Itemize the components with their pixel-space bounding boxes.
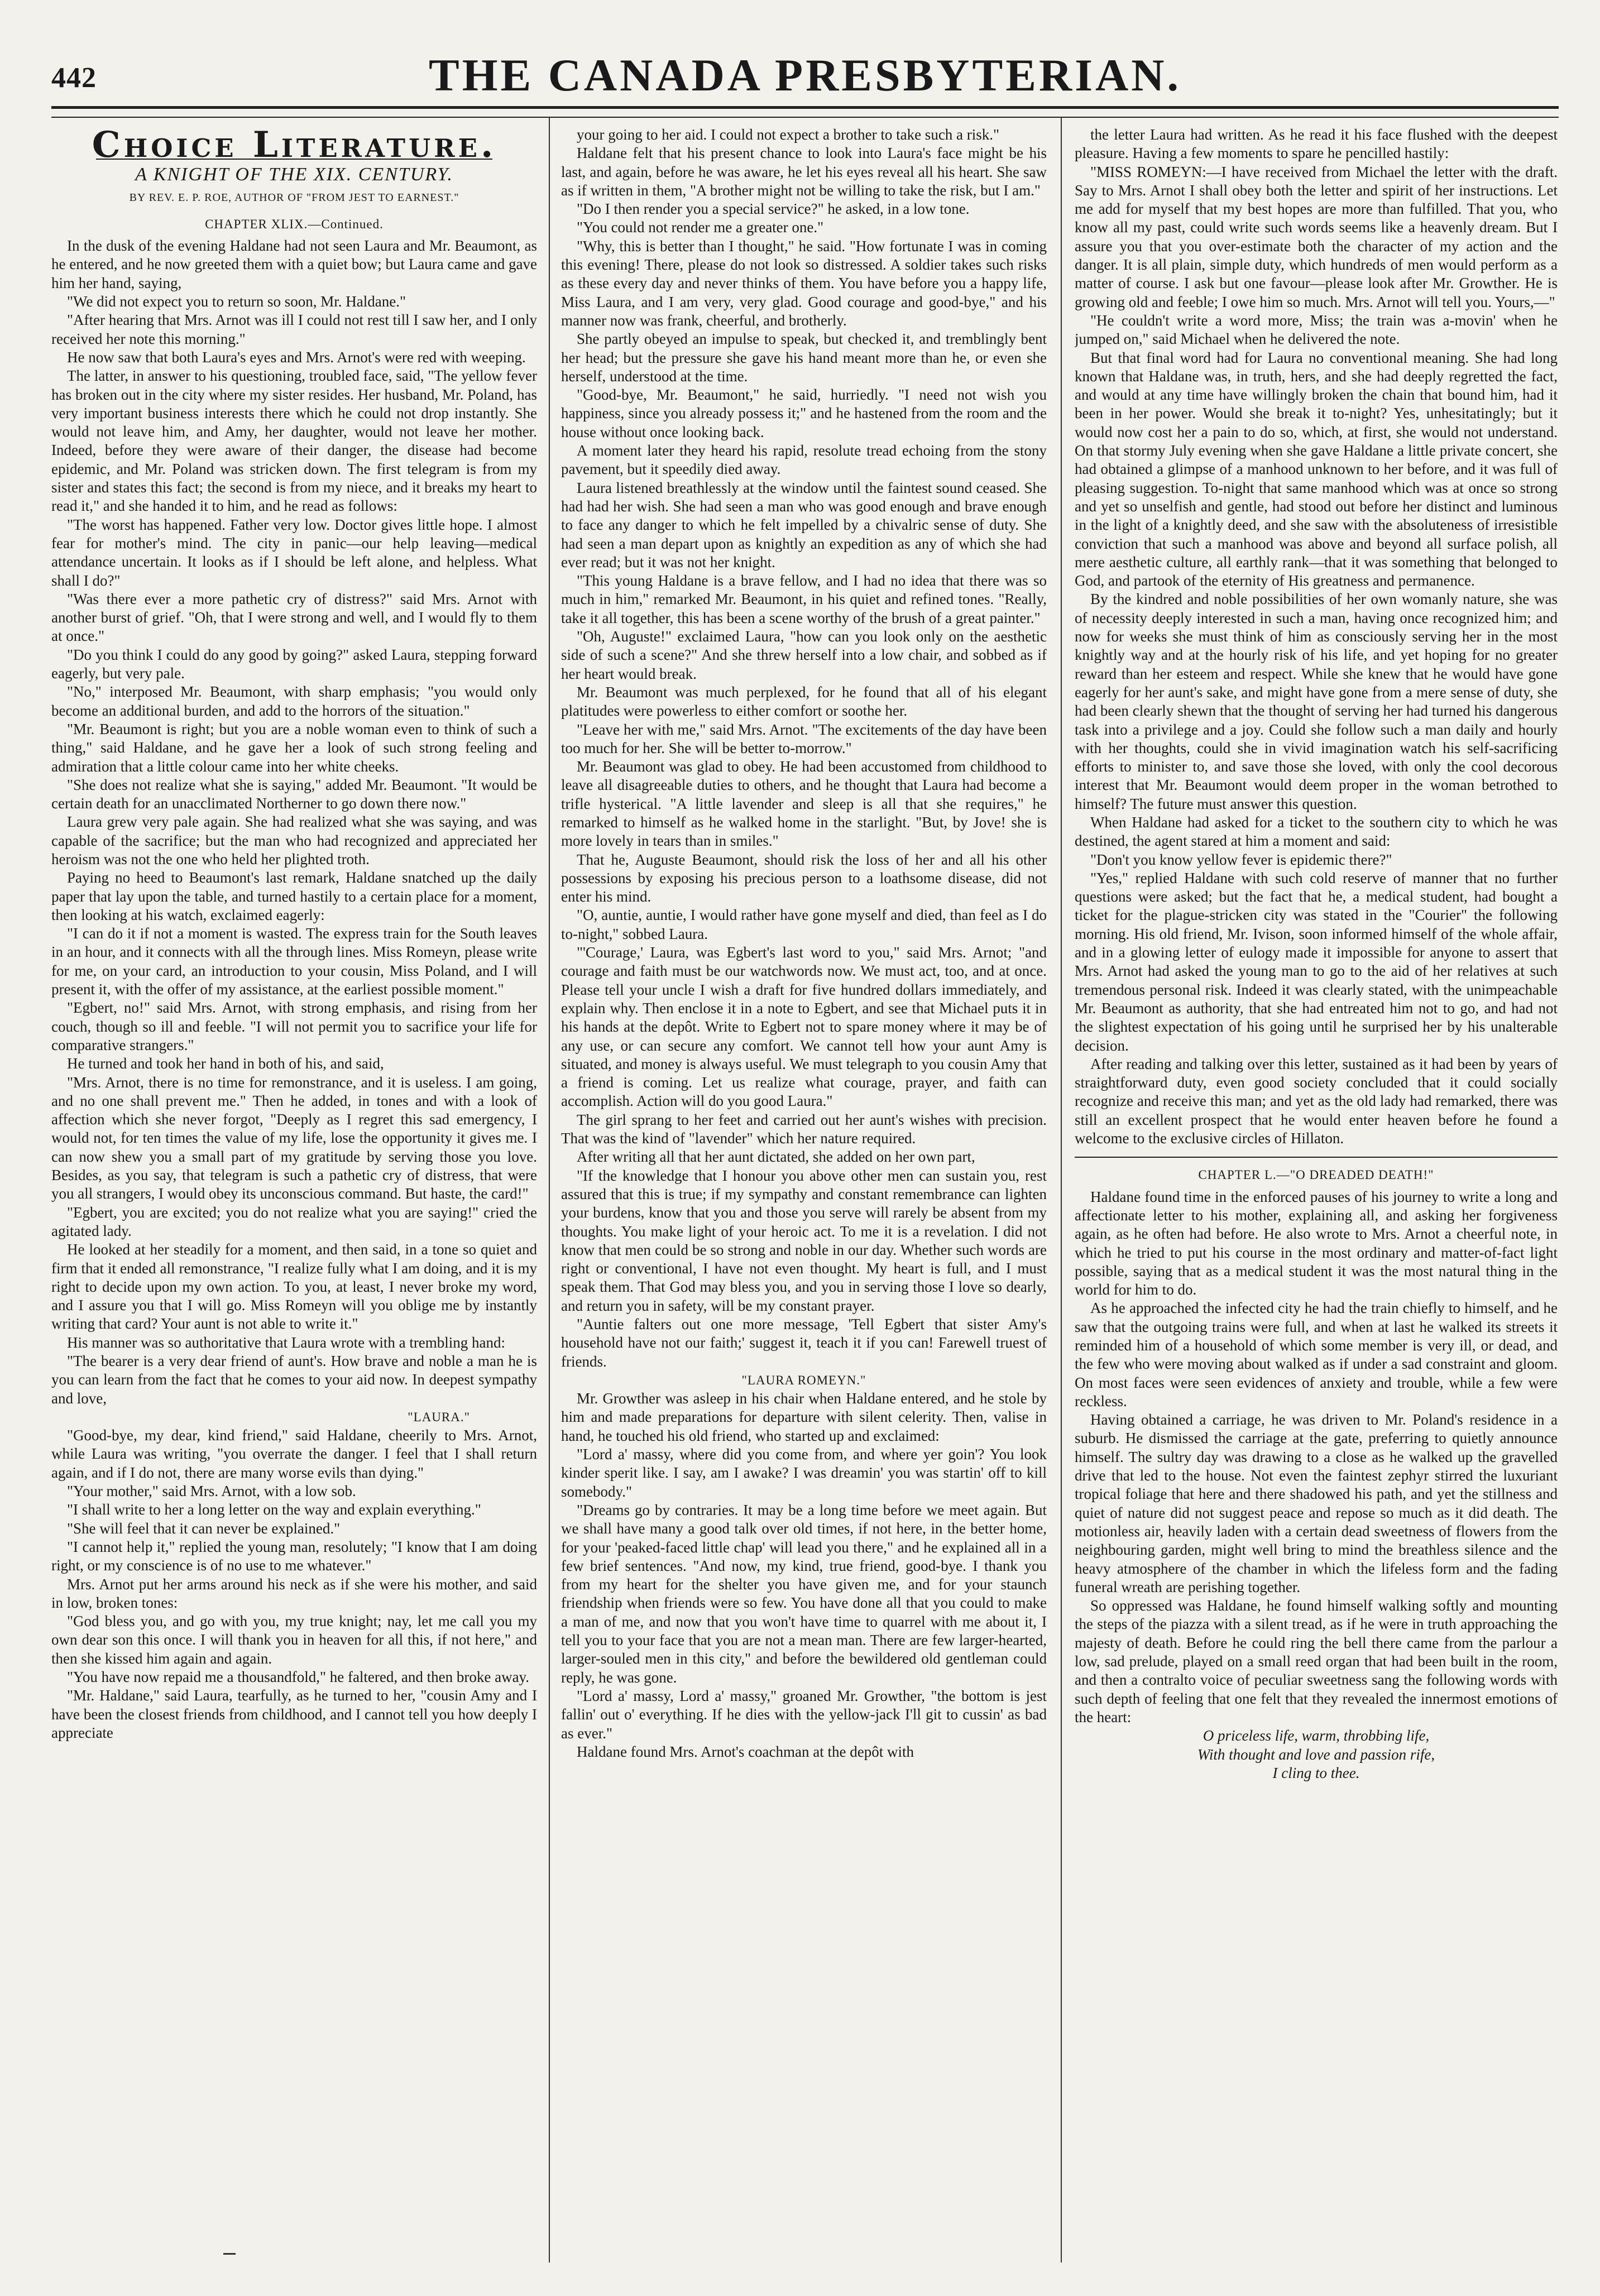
- paragraph: "This young Haldane is a brave fellow, and I had no idea that there was so much in him," remarked Mr. Beaumont, in his quiet and refined tones. "Really, take it all together, this has been a scene worthy of the brush of a great painter.": [561, 572, 1047, 626]
- running-title: THE CANADA PRESBYTERIAN.: [429, 50, 1181, 100]
- paragraph: "Was there ever a more pathetic cry of distress?" said Mrs. Arnot with another burst of grief. "Oh, that I were strong and well, and I would fly to them at once.": [51, 590, 537, 645]
- paragraph: A moment later they heard his rapid, resolute tread echoing from the stony pavement, but it speedily died away.: [561, 442, 1047, 478]
- paragraph: "Good-bye, Mr. Beaumont," he said, hurriedly. "I need not wish you happiness, since you already possess it;" and he hastened from the room and the house without once looking back.: [561, 386, 1047, 440]
- chapter-heading: CHAPTER L.—"O DREADED DEATH!": [1198, 1168, 1434, 1182]
- paragraph: "I cannot help it," replied the young man, resolutely; "I know that I am doing right, or my conscience is of no use to me whatever.": [51, 1538, 537, 1574]
- column-2-text-b: [561, 1389, 1047, 1761]
- paragraph: "You have now repaid me a thousandfold," he faltered, and then broke away.: [67, 1669, 530, 1686]
- column-3-text-b: [1075, 1188, 1558, 1727]
- paragraph: "LAURA.": [408, 1410, 470, 1424]
- paragraph: "Yes," replied Haldane with such cold reserve of manner that no further questions were asked; but the fact that he, a medical student, had bought a ticket for the plague-stricken city was stated in the "Courier" the following morning. His old friend, Mr. Ivison, soon informed himself of the whole affair, and in a glowing letter of eulogy made it impossible for anyone to assert that Mrs. Arnot had asked the young man to go to the aid of her relatives at such tremendous personal risk. Indeed it was clearly stated, with the unimpeachable Mr. Beaumont as authority, that she had entreated him not to go, and had not the slightest expectation of his going until he surprised her by his unalterable decision.: [1075, 869, 1558, 1054]
- column-2: [561, 126, 1047, 2263]
- column-separator: [549, 117, 550, 2263]
- header-rule: [51, 106, 1559, 118]
- paragraph: He looked at her steadily for a moment, and then said, in a tone so quiet and firm that it ended all remonstrance, "I realize fully what I am doing, and it is my right to decide upon my own action. To you, at least, I never broke my word, and I assure you that I will go. Miss Romeyn will you oblige me by instantly writing that card? Your aunt is not able to write it.": [51, 1241, 537, 1332]
- chapter-heading: CHAPTER XLIX.—Continued.: [205, 217, 384, 231]
- paragraph: But that final word had for Laura no conventional meaning. She had long known that Haldane was, in truth, hers, and she had deeply regretted the fact, and would at any time have willingly broken the chain that bound him, had it been in her power. Would she break it to-night? Yes, unhesitatingly; but it would now cost her a pain to do so, which, at first, she would not understand. On that stormy July evening when she gave Haldane a little private concert, she had obtained a glimpse of a manhood unknown to her before, and it was full of pleasing suggestion. To-night that same manhood which was at once so strong and yet so unselfish and gentle, had stood out before her distinct and luminous in the light of a knightly deed, and she saw with the absoluteness of irresistible conviction that such a manhood was above and beyond all surface polish, all mere aesthetic culture, all earthly rank—that it was something that belonged to God, and partook of the eternity of His greatness and permanence.: [1075, 349, 1558, 589]
- paragraph: "Do I then render you a special service?" he asked, in a low tone.: [577, 200, 970, 218]
- paragraph: Having obtained a carriage, he was driven to Mr. Poland's residence in a suburb. He dismissed the carriage at the gate, preferring to quietly announce himself. The sultry day was drawing to a close as he walked up the gravelled drive that led to the house. Not even the faintest zephyr stirred the luxuriant tropical foliage that here and there shadowed his path, and yet the stillness and quiet of nature did not suggest peace and repose so much as it did death. The motionless air, heavily laden with a certain dead sweetness of flowers from the neighbouring garden, might well bring to mind the breathless silence and the heavy atmosphere of the chamber in which the lifeless form and the fading funeral wreath are perishing together.: [1075, 1411, 1558, 1595]
- paragraph: After writing all that her aunt dictated, she added on her own part,: [577, 1148, 975, 1166]
- paragraph: In the dusk of the evening Haldane had not seen Laura and Mr. Beaumont, as he entered, and he now greeted them with a quiet bow; but Laura came and gave him her hand, saying,: [51, 237, 537, 291]
- paragraph: "If the knowledge that I honour you above other men can sustain you, rest assured that this is true; if my sympathy and constant remembrance can lighten your burdens, know that you and those you serve will rarely be absent from my thoughts. You make light of your heroic act. To me it is a revelation. I did not know that men could be so strong and noble in our day. Whether such words are right or conventional, I have not even thought. My heart is full, and I must speak them. That God may bless you, and you in serving those I love so dearly, and return you in safety, will be my constant prayer.: [561, 1167, 1047, 1314]
- column-3: [1075, 126, 1558, 2263]
- paragraph: "The bearer is a very dear friend of aunt's. How brave and noble a man he is you can learn from the fact that he comes to your aid now. In deepest sympathy and love,: [51, 1353, 537, 1407]
- paragraph: "She will feel that it can never be explained.": [67, 1520, 341, 1537]
- paragraph: "No," interposed Mr. Beaumont, with sharp emphasis; "you would only become an additional burden, and add to the horrors of the situation.": [51, 683, 537, 719]
- paragraph: As he approached the infected city he had the train chiefly to himself, and he saw that the outgoing trains were full, and when at last he walked its streets it reminded him of a household of which some member is very ill, or dead, and the few who were moving about walked as if under a sad constraint and gloom. On most faces were seen evidences of anxiety and trouble, while a few were reckless.: [1075, 1300, 1558, 1410]
- paragraph: The latter, in answer to his questioning, troubled face, said, "The yellow fever has broken out in the city where my sister resides. Her husband, Mr. Poland, has very important business interests there which he could not drop instantly. She would not leave him, and Amy, her daughter, would not leave her mother. Indeed, before they were aware of their danger, the disease had become epidemic, and Mr. Poland was stricken down. The first telegram is from my sister and states this fact; the second is from my niece, and it breaks my heart to read it," and she handed it to him, and he read as follows:: [51, 367, 537, 515]
- paragraph: "Do you think I could do any good by going?" asked Laura, stepping forward eagerly, but very pale.: [51, 646, 537, 682]
- paragraph: "O, auntie, auntie, I would rather have gone myself and died, than feel as I do to-night," sobbed Laura.: [561, 907, 1047, 942]
- verse: [1075, 1727, 1558, 1782]
- paragraph: "After hearing that Mrs. Arnot was ill I could not rest till I saw her, and I only received her note this morning.": [51, 311, 537, 347]
- page-header: [51, 27, 1559, 99]
- paragraph: "Leave her with me," said Mrs. Arnot. "The excitements of the day have been too much for her. She will be better to-morrow.": [561, 721, 1047, 756]
- paragraph: "Mr. Beaumont is right; but you are a noble woman even to think of such a thing," said Haldane, and he gave her a look of such strong feeling and admiration that a little colour came into her white cheeks.: [51, 720, 537, 775]
- paragraph: Mr. Beaumont was glad to obey. He had been accustomed from childhood to leave all disagreeable duties to others, and he thought that Laura had become a trifle hysterical. "A little lavender and sleep is all that she requires," he remarked to himself as he walked home in the starlight. "But, by Jove! she is more lovely in tears than in smiles.": [561, 758, 1047, 850]
- paragraph: the letter Laura had written. As he read it his face flushed with the deepest pleasure. Having a few moments to spare he pencilled hastily:: [1075, 126, 1558, 162]
- paragraph: Haldane found time in the enforced pauses of his journey to write a long and affectionate letter to his mother, explaining all, and asking her forgiveness again, as he often had before. He also wrote to Mrs. Arnot a cheerful note, in which he tried to put his course in the most ordinary and matter-of-fact light possible, saying that as a medical student it was the most natural thing in the world for him to do.: [1075, 1188, 1558, 1298]
- paragraph: Haldane felt that his present chance to look into Laura's face might be his last, and again, before he was aware, he let his eyes reveal all his heart. She saw as if written in them, "A brother might not be willing to take the risk, but I am.": [561, 145, 1047, 199]
- page-number: 442: [51, 62, 97, 94]
- paragraph: "We did not expect you to return so soon, Mr. Haldane.": [67, 293, 406, 310]
- bottom-mark: [223, 2253, 236, 2255]
- section-heading: Choice Literature.: [92, 126, 497, 166]
- paragraph: His manner was so authoritative that Laura wrote with a trembling hand:: [67, 1334, 506, 1351]
- chapter-divider: [1075, 1157, 1558, 1158]
- letter-signature: "LAURA ROMEYN.": [741, 1373, 866, 1387]
- paragraph: She partly obeyed an impulse to speak, but checked it, and tremblingly bent her head; but the pressure she gave his hand meant more than he, or even she herself, understood at the time.: [561, 330, 1047, 385]
- paragraph: "Dreams go by contraries. It may be a long time before we meet again. But we shall have many a good talk over old times, if not here, in the better home, for your 'peaked-faced little chap' will lead you there," and he explained all in a few brief sentences. "And now, my kind, true friend, good-bye. I thank you from my heart for the shelter you have given me, and for your staunch friendship when friends were so few. You have done all that you could to make a man of me, and now that you won't have time to quarrel with me about it, I tell you to your face that you are not a mean man. There are few larger-hearted, larger-souled men in this city," and before the bewildered old gentleman could reply, he was gone.: [561, 1501, 1047, 1686]
- paragraph: "Your mother," said Mrs. Arnot, with a low sob.: [67, 1483, 356, 1500]
- verse-line: With thought and love and passion rife,: [1197, 1746, 1435, 1763]
- verse-line: I cling to thee.: [1272, 1764, 1360, 1781]
- paragraph: Laura grew very pale again. She had realized what she was saying, and was capable of the sacrifice; but the man who had recognized and appreciated her heroism was not the one who held her plighted troth.: [51, 813, 537, 867]
- paragraph: By the kindred and noble possibilities of her own womanly nature, she was of necessity deeply interested in such a man, having once recognized him; and now for weeks she must think of him as consciously serving her in the most knightly way and at the hourly risk of his life, and yet hoping for no greater reward than her esteem and respect. While she knew that he would have gone eagerly for her aunt's sake, and might have gone from a mere sense of duty, she had been clearly shewn that the thought of serving her had turned his dangerous task into a privilege and a joy. Could she follow such a man daily and hourly with her thoughts, could she in vivid imagination watch his self-sacrificing efforts to minister to, and save those she loved, with only the cool decorous interest that Mr. Beaumont would deem proper in the woman betrothed to himself? The future must answer this question.: [1075, 591, 1558, 812]
- column-3-text-a: [1075, 126, 1558, 1148]
- paragraph: "The worst has happened. Father very low. Doctor gives little hope. I almost fear for mother's mind. The city in panic—our help leaving—medical attendance uncertain. It looks as if I should be left alone, and helpless. What shall I do?": [51, 516, 537, 589]
- paragraph: Mrs. Arnot put her arms around his neck as if she were his mother, and said in low, broken tones:: [51, 1575, 537, 1611]
- paragraph: "Egbert, no!" said Mrs. Arnot, with strong emphasis, and rising from her couch, though so ill and feeble. "I will not permit you to sacrifice your life for comparative strangers.": [51, 999, 537, 1053]
- paragraph: "Mr. Haldane," said Laura, tearfully, as he turned to her, "cousin Amy and I have been the closest friends from childhood, and I cannot tell you how deeply I appreciate: [51, 1687, 537, 1741]
- paragraph: "She does not realize what she is saying," added Mr. Beaumont. "It would be certain death for an unacclimated Northerner to go down there now.": [51, 776, 537, 812]
- paragraph: your going to her aid. I could not expect a brother to take such a risk.": [577, 126, 1000, 143]
- paragraph: The girl sprang to her feet and carried out her aunt's wishes with precision. That was the kind of "lavender" which her nature required.: [561, 1111, 1047, 1147]
- paragraph: "Good-bye, my dear, kind friend," said Haldane, cheerily to Mrs. Arnot, while Laura was writing, "you overrate the danger. I feel that I shall return again, and if I do not, there are many worse evils than dying.": [51, 1427, 537, 1481]
- paragraph: After reading and talking over this letter, sustained as it had been by years of straightforward duty, even good society concluded that it could socially recognize and receive this man; and yet as the old lady had remarked, there was still an excellent prospect that he would enter heaven before he found a welcome to the exclusive circles of Hillaton.: [1075, 1055, 1558, 1147]
- paragraph: "Mrs. Arnot, there is no time for remonstrance, and it is useless. I am going, and no one shall prevent me." Then he added, in tones and with a look of affection which she never forgot, "Deeply as I regret this sad emergency, I would not, for ten times the value of my life, lose the opportunity it gives me. I can now shew you a small part of my gratitude by serving those you love. Besides, as you say, that telegram is such a pathetic cry of distress, that were you all strangers, I would obey its unconscious command. But haste, the card!": [51, 1073, 537, 1202]
- paragraph: "Lord a' massy, Lord a' massy," groaned Mr. Growther, "the bottom is jest fallin' out o' everything. If he dies with the yellow-jack I'll git to cussin' as bad as ever.": [561, 1687, 1047, 1742]
- column-1-text: [51, 237, 537, 1742]
- paragraph: Haldane found Mrs. Arnot's coachman at the depôt with: [577, 1743, 914, 1760]
- paragraph: "'Courage,' Laura, was Egbert's last word to you," said Mrs. Arnot; "and courage and faith must be our watchwords now. We must act, too, and at once. Please tell your uncle I wish a draft for five hundred dollars immediately, and explain why. Then enclose it in a note to Egbert, and see that Michael puts it in his hands at the depôt. Write to Egbert not to spare money where it may be of any use, or can secure any comfort. We cannot tell how your aunt Amy is situated, and money is always useful. We must telegraph to you cousin Amy that a friend is coming. Let us realize what courage, prayer, and faith can accomplish. Action will do you good Laura.": [561, 944, 1047, 1110]
- paragraph: "Why, this is better than I thought," he said. "How fortunate I was in coming this evening! There, please do not look so distressed. A soldier takes such risks as these every day and never thinks of them. You have before you a happy life, Miss Laura, and I am very, very glad. Good courage and good-bye," and his manner now was frank, cheerful, and brotherly.: [561, 237, 1047, 329]
- paragraph: "Don't you know yellow fever is epidemic there?": [1090, 851, 1392, 868]
- paragraph: "He couldn't write a word more, Miss; the train was a-movin' when he jumped on," said Michael when he delivered the note.: [1075, 311, 1558, 348]
- paragraph: "Egbert, you are excited; you do not realize what you are saying!" cried the agitated lady.: [51, 1204, 537, 1239]
- byline: BY REV. E. P. ROE, AUTHOR OF "FROM JEST TO EARNEST.": [129, 191, 459, 204]
- paragraph: Paying no heed to Beaumont's last remark, Haldane snatched up the daily paper that lay upon the table, and turned hastily to a certain place for a moment, then looking at his watch, exclaimed eagerly:: [51, 869, 537, 923]
- paragraph: Mr. Growther was asleep in his chair when Haldane entered, and he stole by him and made preparations for departure with silent celerity. Then, valise in hand, he touched his old friend, who started up and exclaimed:: [561, 1390, 1047, 1444]
- paragraph: When Haldane had asked for a ticket to the southern city to which he was destined, the agent stared at him a moment and said:: [1075, 813, 1558, 850]
- paragraph: "God bless you, and go with you, my true knight; nay, let me call you my own dear son this once. I will thank you in heaven for all this, if not here," and then she kissed him again and again.: [51, 1613, 537, 1667]
- column-2-text-a: [561, 126, 1047, 1371]
- column-1: [51, 126, 537, 2263]
- verse-line: O priceless life, warm, throbbing life,: [1203, 1727, 1430, 1744]
- paragraph: Laura listened breathlessly at the window until the faintest sound ceased. She had had her wish. She had seen a man who was good enough and brave enough to face any danger to which he felt impelled by a chivalric sense of duty. She had seen a man depart upon as knightly an expedition as any of which she had ever read; but it was not her knight.: [561, 479, 1047, 571]
- paragraph: He turned and took her hand in both of his, and said,: [67, 1055, 384, 1072]
- paragraph: "Auntie falters out one more message, 'Tell Egbert that sister Amy's household have not our faith;' suggest it, teach it if you can! Farewell truest of friends.: [561, 1316, 1047, 1370]
- paragraph: "I shall write to her a long letter on the way and explain everything.": [67, 1501, 481, 1518]
- paragraph: "I can do it if not a moment is wasted. The express train for the South leaves in an hour, and it connects with all the through lines. Miss Romeyn, please write for me, on your card, an introduction to your cousin, Miss Poland, and I will present it, with the offer of my assistance, at the earliest possible moment.": [51, 925, 537, 998]
- column-separator: [1061, 117, 1062, 2263]
- paragraph: "Oh, Auguste!" exclaimed Laura, "how can you look only on the aesthetic side of such a scene?" And she threw herself into a low chair, and sobbed as if her heart would break.: [561, 628, 1047, 682]
- paragraph: "You could not render me a greater one.": [577, 219, 824, 236]
- paragraph: Mr. Beaumont was much perplexed, for he found that all of his elegant platitudes were powerless to either comfort or soothe her.: [561, 683, 1047, 720]
- paragraph: "Lord a' massy, where did you come from, and where yer goin'? You look kinder sperit like. I say, am I awake? I was dreamin' you was startin' off to kill somebody.": [561, 1446, 1047, 1500]
- paragraph: "MISS ROMEYN:—I have received from Michael the letter with the draft. Say to Mrs. Arnot I shall obey both the letter and spirit of her instructions. Let me add for myself that my best hopes are more than fulfilled. That you, who know all my past, could write such words seems like a heavenly dream. But I assure you that you over-estimate both the character of my action and the danger. It is all plain, simple duty, which hundreds of men would perform as a matter of course. I ask but one favour—please look after Mr. Growther. He is growing old and feeble; I owe him so much. Mrs. Arnot will tell you. Yours,—": [1075, 163, 1558, 310]
- paragraph: That he, Auguste Beaumont, should risk the loss of her and all his other possessions by exposing his precious person to a loathsome disease, did not enter his mind.: [561, 851, 1047, 905]
- story-title: A KNIGHT OF THE XIX. CENTURY.: [135, 164, 453, 185]
- paragraph: So oppressed was Haldane, he found himself walking softly and mounting the steps of the piazza with a silent tread, as if he were in truth approaching the majesty of death. Before he could ring the bell there came from the parlour a low, sad prelude, played on a small reed organ that had been built in the room, and then a contralto voice of peculiar sweetness sang the following words with such depth of feeling that one felt that they revealed the innermost emotions of the heart:: [1075, 1597, 1558, 1725]
- paragraph: He now saw that both Laura's eyes and Mrs. Arnot's were red with weeping.: [67, 348, 526, 366]
